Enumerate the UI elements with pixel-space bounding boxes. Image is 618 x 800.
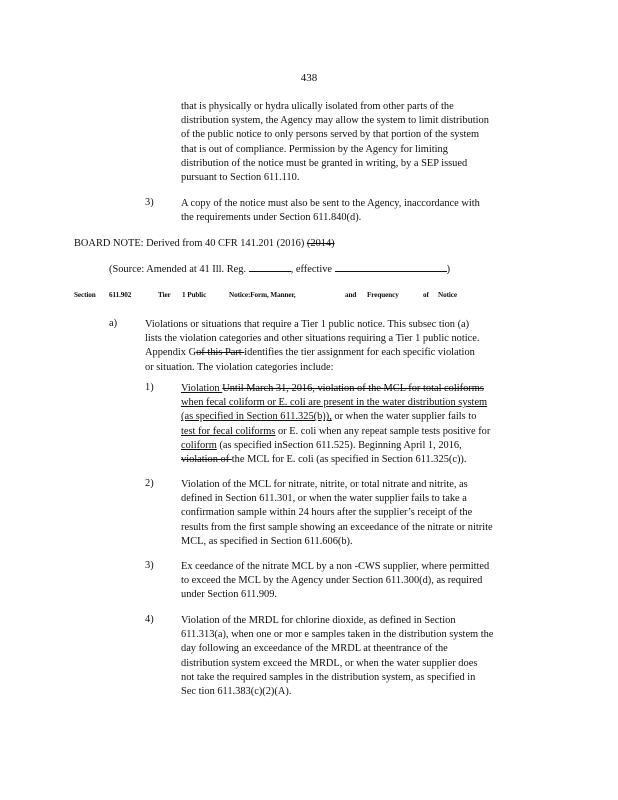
heading-word: Notice xyxy=(438,291,457,299)
text-line: under Section 611.909. xyxy=(181,589,278,601)
heading-word: Tier xyxy=(158,291,171,299)
text-line: lists the violation categories and other situations requiring a Tier 1 public notice. xyxy=(145,333,480,345)
page-number: 438 xyxy=(300,72,318,84)
struck-text: of this Part xyxy=(196,347,245,359)
list-item-2 xyxy=(181,478,493,549)
text-line: that is out of compliance. Permission by the Agency for limiting xyxy=(181,143,448,155)
list-item-4 xyxy=(181,614,493,699)
struck-text: Until March 31, 2016, violation of the MCL for total coliforms xyxy=(222,383,484,394)
text-line: defined in Section 611.301, or when the water supplier fails to take a xyxy=(181,493,467,505)
subsection-number: a) xyxy=(109,318,118,329)
heading-word: Frequency xyxy=(367,291,399,299)
list-number: 4) xyxy=(145,614,154,625)
text-line: day following an exceedance of the MRDL at theentrance of the xyxy=(181,643,448,655)
text-line: confirmation sample within 24 hours after the supplier’s receipt of the xyxy=(181,507,473,519)
text-fragment: (as specified inSection 611.525). Beginning April 1, 2016, xyxy=(216,439,462,451)
heading-word: Notice:Form, Manner, xyxy=(229,291,296,299)
text-fragment: identifies the tier assignment for each specific violation xyxy=(244,347,475,359)
board-note-struck: (2014) xyxy=(306,238,335,249)
list-item-1 xyxy=(181,382,490,467)
list-number: 2) xyxy=(145,478,154,489)
text-line: Violations or situations that require a Tier 1 public notice. This subsec tion (a) xyxy=(145,319,470,330)
text-line: to exceed the MCL by the Agency under Section 611.300(d), as required xyxy=(181,575,483,587)
text-line: distribution of the notice must be granted in writing, by a SEP issued xyxy=(181,157,468,169)
text-line: not take the required samples in the distribution system, as specified in xyxy=(181,671,476,683)
text-fragment: or E. coli when any repeat sample tests positive for xyxy=(275,425,491,437)
subsection-a-text xyxy=(145,318,479,375)
struck-text: violation of xyxy=(181,454,232,466)
inserted-text: Violation xyxy=(181,383,223,394)
item-3-text xyxy=(181,197,480,225)
text-line: that is physically or hydra ulically isolated from other parts of the xyxy=(181,101,454,112)
effective-blank xyxy=(335,262,447,272)
heading-word: and xyxy=(345,291,357,299)
list-item-3 xyxy=(181,560,489,603)
list-number: 1) xyxy=(145,382,154,393)
text-line: Violation of the MRDL for chlorine dioxide, as defined in Section xyxy=(181,615,456,626)
text-line: the requirements under Section 611.840(d). xyxy=(181,212,362,224)
inserted-text: (as specified in Section 611.325(b)), xyxy=(181,411,332,423)
source-prefix: (Source: Amended at 41 Ill. Reg. xyxy=(109,264,247,275)
heading-word: of xyxy=(423,291,429,299)
text-line: distribution system exceed the MRDL, or when the water supplier does xyxy=(181,657,478,669)
text-line: A copy of the notice must also be sent to the Agency, inaccordance with xyxy=(181,198,480,209)
text-line: 611.313(a), when one or mor e samples taken in the distribution system the xyxy=(181,629,494,641)
continuation-paragraph xyxy=(181,100,489,185)
board-note xyxy=(74,237,335,251)
list-number: 3) xyxy=(145,560,154,571)
inserted-text: when fecal coliform or E. coli are present in the water distribution system xyxy=(181,397,488,409)
text-line: or situation. The violation categories include: xyxy=(145,361,334,373)
text-line: results from the first sample showing an exceedance of the nitrate or nitrite xyxy=(181,521,493,533)
text-fragment: or when the water supplier fails to xyxy=(331,411,477,423)
source-mid: , effective xyxy=(290,264,333,275)
item-number: 3) xyxy=(145,197,154,208)
text-line: Ex ceedance of the nitrate MCL by a non -CWS supplier, where permitted xyxy=(181,561,490,572)
text-line: Sec tion 611.383(c)(2)(A). xyxy=(181,686,292,698)
inserted-text: test for fecal coliforms xyxy=(181,425,276,437)
board-note-text: BOARD NOTE: Derived from 40 CFR 141.201 (2016) xyxy=(74,238,307,249)
heading-word: 1 Public xyxy=(182,291,207,299)
text-line: distribution system, the Agency may allow the system to limit distribution xyxy=(181,115,489,127)
inserted-text: coliform xyxy=(181,439,217,451)
text-line: of the public notice to only persons served by that portion of the system xyxy=(181,129,480,141)
reg-blank xyxy=(249,262,291,272)
source-note xyxy=(109,262,450,277)
text-fragment: Appendix G xyxy=(145,347,197,359)
section-number: 611.902 xyxy=(109,291,132,299)
text-line: pursuant to Section 611.110. xyxy=(181,172,300,184)
text-line: Violation of the MCL for nitrate, nitrite, or total nitrate and nitrite, as xyxy=(181,479,468,490)
source-suffix: ) xyxy=(446,264,451,275)
text-fragment: the MCL for E. coli (as specified in Section 611.325(c)). xyxy=(231,454,467,466)
section-label: Section xyxy=(74,291,96,299)
text-line: MCL, as specified in Section 611.606(b). xyxy=(181,535,353,547)
